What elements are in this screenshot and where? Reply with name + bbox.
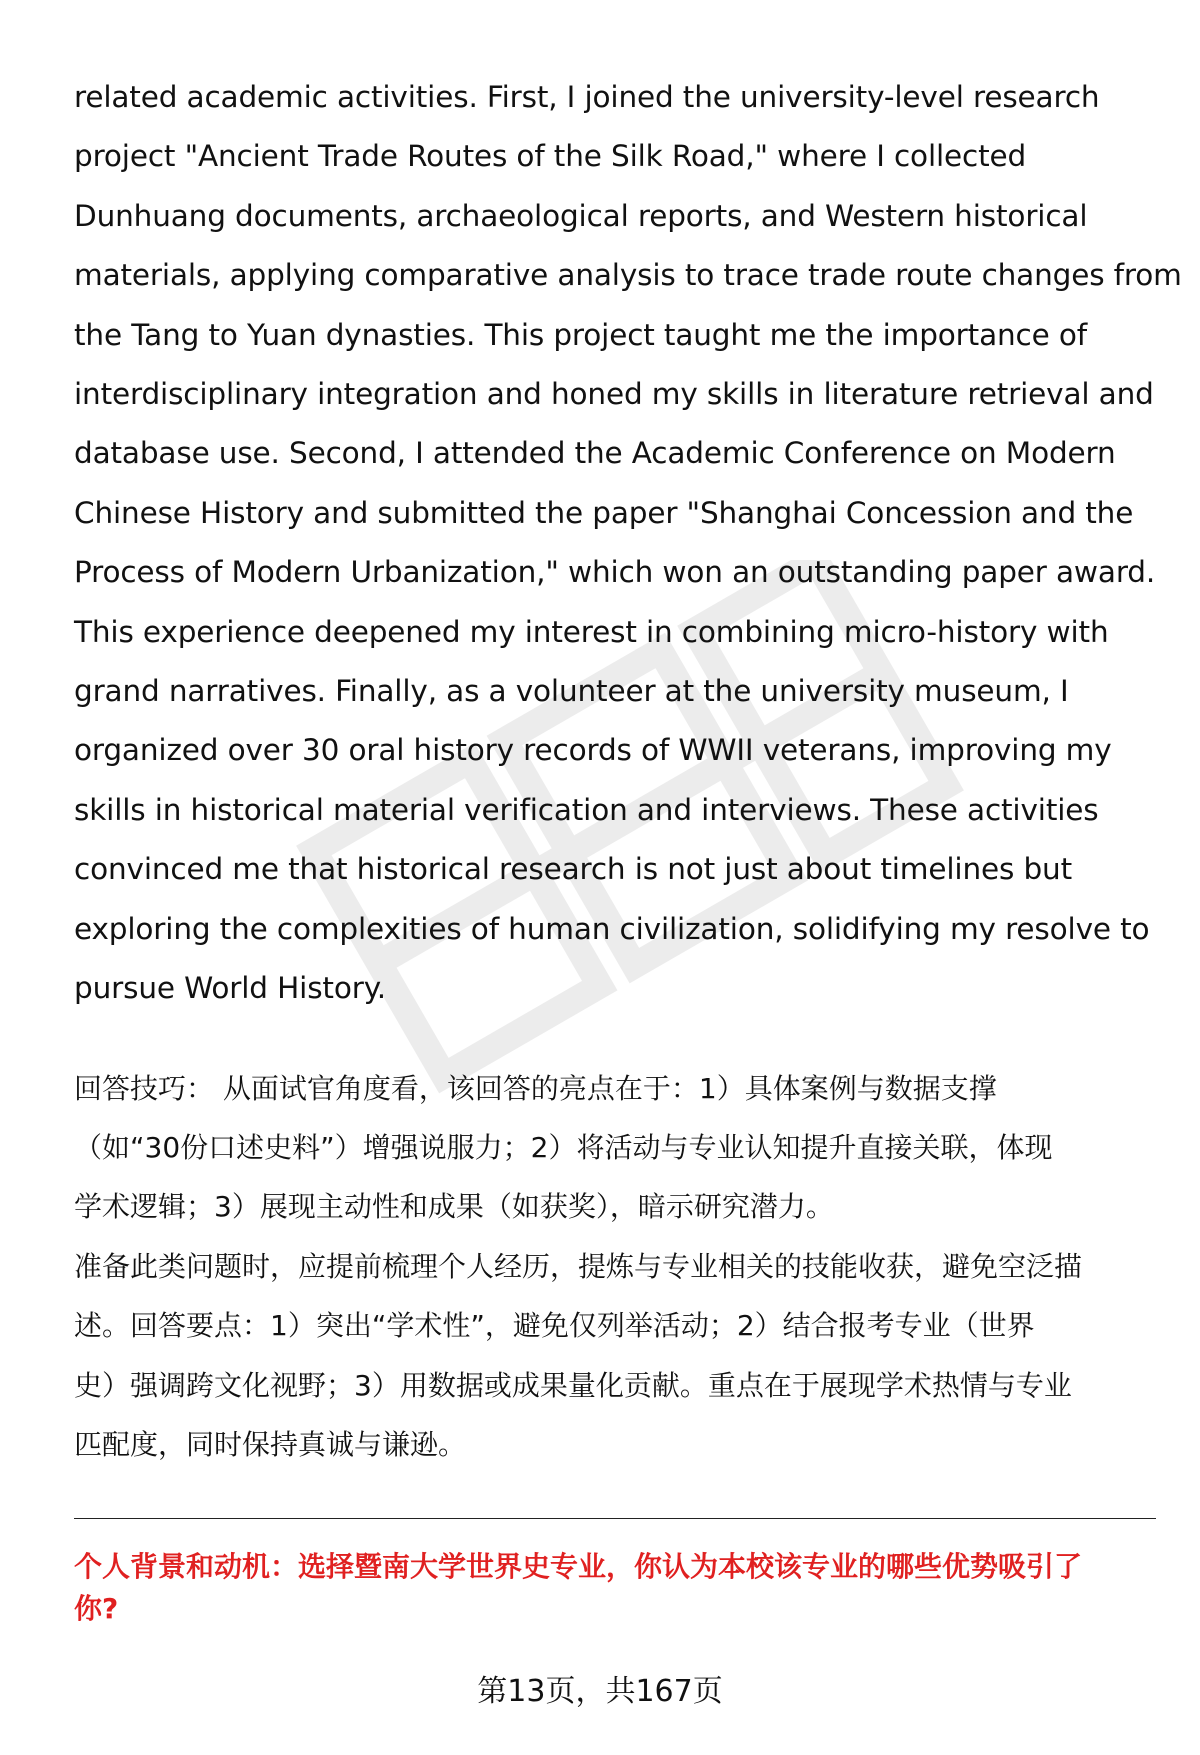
answer-paragraph [74, 68, 1182, 1019]
section-divider [74, 1518, 1156, 1519]
tips-line: （如“30份口述史料”）增强说服力；2）将活动与专业认知提升直接关联，体现 [74, 1130, 1053, 1164]
next-question-heading [74, 1546, 1156, 1630]
tips-line: 回答技巧： 从面试官角度看，该回答的亮点在于：1）具体案例与数据支撑 [74, 1071, 997, 1105]
question-line: 个人背景和动机：选择暨南大学世界史专业，你认为本校该专业的哪些优势吸引了 [74, 1550, 1083, 1583]
answer-line: skills in historical material verification and interviews. These activities [74, 792, 1099, 827]
tips-line: 述。回答要点：1）突出“学术性”，避免仅列举活动；2）结合报考专业（世界 [74, 1309, 1035, 1343]
answer-tips-paragraph [74, 1059, 1144, 1475]
answer-line: project "Ancient Trade Routes of the Silk Road," where I collected [74, 139, 1027, 174]
answer-line: Dunhuang documents, archaeological reports, and Western historical [74, 198, 1088, 233]
tips-line: 准备此类问题时，应提前梳理个人经历，提炼与专业相关的技能收获，避免空泛描 [74, 1249, 1083, 1283]
tips-line: 史）强调跨文化视野；3）用数据或成果量化贡献。重点在于展现学术热情与专业 [74, 1368, 1072, 1402]
answer-line: Process of Modern Urbanization," which won an outstanding paper award. [74, 555, 1156, 590]
answer-line: This experience deepened my interest in combining micro-history with [74, 614, 1109, 649]
answer-line: grand narratives. Finally, as a volunteer at the university museum, I [74, 674, 1069, 709]
answer-line: the Tang to Yuan dynasties. This project taught me the importance of [74, 317, 1087, 352]
tips-line: 学术逻辑；3）展现主动性和成果（如获奖），暗示研究潜力。 [74, 1190, 834, 1224]
answer-line: database use. Second, I attended the Academic Conference on Modern [74, 436, 1116, 471]
answer-line: Chinese History and submitted the paper "Shanghai Concession and the [74, 495, 1134, 530]
answer-line: convinced me that historical research is not just about timelines but [74, 852, 1073, 887]
tips-line: 匹配度，同时保持真诚与谦逊。 [74, 1427, 467, 1461]
answer-line: interdisciplinary integration and honed my skills in literature retrieval and [74, 377, 1154, 412]
page-number: 第13页，共167页 [477, 1674, 723, 1709]
answer-line: pursue World History. [74, 971, 387, 1006]
answer-line: related academic activities. First, I joined the university-level research [74, 80, 1100, 114]
content-area [74, 68, 1182, 1474]
question-line: 你? [74, 1592, 119, 1625]
answer-line: exploring the complexities of human civilization, solidifying my resolve to [74, 911, 1150, 946]
answer-line: materials, applying comparative analysis to trace trade route changes from [74, 258, 1182, 293]
answer-line: organized over 30 oral history records of WWII veterans, improving my [74, 733, 1112, 768]
